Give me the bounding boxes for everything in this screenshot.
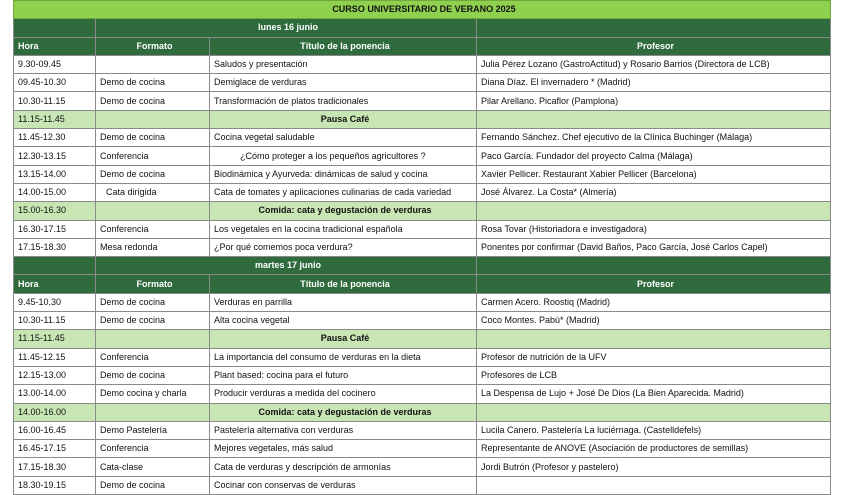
time-cell[interactable]: 14.00-16.00: [14, 403, 96, 421]
speaker-cell[interactable]: Profesores de LCB: [477, 366, 831, 384]
format-cell[interactable]: Demo de cocina: [96, 92, 210, 110]
speaker-cell[interactable]: Pilar Arellano. Picaflor (Pamplona): [477, 92, 831, 110]
session-row: [14, 476, 831, 494]
speaker-cell[interactable]: [477, 330, 831, 348]
time-cell[interactable]: 10.30-11.15: [14, 312, 96, 330]
speaker-cell[interactable]: La Despensa de Lujo + José De Dios (La Bien Aparecida. Madrid): [477, 385, 831, 403]
speaker-cell[interactable]: Rosa Tovar (Historiadora e investigadora): [477, 220, 831, 238]
day-row: [14, 257, 831, 275]
time-cell[interactable]: 18.30-19.15: [14, 476, 96, 494]
session-row: [14, 238, 831, 256]
format-cell[interactable]: [96, 330, 210, 348]
header-row: [14, 37, 831, 55]
speaker-cell[interactable]: José Álvarez. La Costa* (Almería): [477, 183, 831, 201]
title-cell[interactable]: Biodinámica y Ayurveda: dinámicas de salud y cocina: [210, 165, 477, 183]
speaker-cell[interactable]: Diana Díaz. El invernadero * (Madrid): [477, 74, 831, 92]
time-cell[interactable]: 17.15-18.30: [14, 238, 96, 256]
speaker-cell[interactable]: Representante de ANOVE (Asociación de productores de semillas): [477, 440, 831, 458]
session-row: [14, 440, 831, 458]
header-formato[interactable]: Formato: [96, 275, 210, 293]
time-cell[interactable]: 16.45-17.15: [14, 440, 96, 458]
time-cell[interactable]: 11.45-12.15: [14, 348, 96, 366]
session-row: [14, 147, 831, 165]
time-cell[interactable]: 16.30-17.15: [14, 220, 96, 238]
time-cell[interactable]: 14.00-15.00: [14, 183, 96, 201]
title-cell[interactable]: Pastelería alternativa con verduras: [210, 421, 477, 439]
header-titulo[interactable]: Título de la ponencia: [210, 275, 477, 293]
break-row: [14, 403, 831, 421]
break-title-cell[interactable]: Comida: cata y degustación de verduras: [210, 202, 477, 220]
session-row: [14, 92, 831, 110]
time-cell[interactable]: 11.15-11.45: [14, 110, 96, 128]
format-cell[interactable]: Conferencia: [96, 220, 210, 238]
header-hora[interactable]: Hora: [14, 275, 96, 293]
speaker-cell[interactable]: Fernando Sánchez. Chef ejecutivo de la Clínica Buchinger (Málaga): [477, 129, 831, 147]
break-title-cell[interactable]: Pausa Café: [210, 330, 477, 348]
session-row: [14, 312, 831, 330]
session-row: [14, 366, 831, 384]
time-cell[interactable]: 09.45-10.30: [14, 74, 96, 92]
header-titulo[interactable]: Título de la ponencia: [210, 37, 477, 55]
format-cell[interactable]: Demo de cocina: [96, 74, 210, 92]
session-row: [14, 421, 831, 439]
title-cell[interactable]: Plant based: cocina para el futuro: [210, 366, 477, 384]
speaker-cell[interactable]: [477, 476, 831, 494]
speaker-cell[interactable]: Carmen Acero. Roostiq (Madrid): [477, 293, 831, 311]
header-profesor[interactable]: Profesor: [477, 37, 831, 55]
title-cell[interactable]: Producir verduras a medida del cocinero: [210, 385, 477, 403]
time-cell[interactable]: 9.30-09.45: [14, 55, 96, 73]
speaker-cell[interactable]: Xavier Pellicer. Restaurant Xabier Pellicer (Barcelona): [477, 165, 831, 183]
break-row: [14, 202, 831, 220]
speaker-cell[interactable]: Profesor de nutrición de la UFV: [477, 348, 831, 366]
format-cell[interactable]: Demo de cocina: [96, 165, 210, 183]
title-cell[interactable]: Cocina vegetal saludable: [210, 129, 477, 147]
speaker-cell[interactable]: [477, 202, 831, 220]
format-cell[interactable]: Demo de cocina: [96, 366, 210, 384]
time-cell[interactable]: 11.45-12.30: [14, 129, 96, 147]
speaker-cell[interactable]: Coco Montes. Pabú* (Madrid): [477, 312, 831, 330]
day-spacer-cell[interactable]: [477, 257, 831, 275]
session-row: [14, 293, 831, 311]
title-cell[interactable]: Cata de verduras y descripción de armonías: [210, 458, 477, 476]
session-row: [14, 129, 831, 147]
title-cell[interactable]: Alta cocina vegetal: [210, 312, 477, 330]
speaker-cell[interactable]: Julia Pérez Lozano (GastroActitud) y Rosario Barrios (Directora de LCB): [477, 55, 831, 73]
header-profesor[interactable]: Profesor: [477, 275, 831, 293]
session-row: [14, 55, 831, 73]
break-row: [14, 110, 831, 128]
session-row: [14, 220, 831, 238]
title-cell[interactable]: Saludos y presentación: [210, 55, 477, 73]
speaker-cell[interactable]: Jordi Butrón (Profesor y pastelero): [477, 458, 831, 476]
time-cell[interactable]: 15.00-16.30: [14, 202, 96, 220]
format-cell[interactable]: Demo cocina y charla: [96, 385, 210, 403]
format-cell[interactable]: [96, 110, 210, 128]
title-cell[interactable]: Mejores vegetales, más salud: [210, 440, 477, 458]
session-row: [14, 165, 831, 183]
time-cell[interactable]: 13.15-14.00: [14, 165, 96, 183]
speaker-cell[interactable]: [477, 403, 831, 421]
format-cell[interactable]: [96, 202, 210, 220]
break-title-cell[interactable]: Pausa Café: [210, 110, 477, 128]
format-cell[interactable]: Conferencia: [96, 147, 210, 165]
session-row: [14, 183, 831, 201]
time-cell[interactable]: 11.15-11.45: [14, 330, 96, 348]
header-formato[interactable]: Formato: [96, 37, 210, 55]
format-cell[interactable]: Cata dirigida: [96, 183, 210, 201]
title-cell[interactable]: La importancia del consumo de verduras en la dieta: [210, 348, 477, 366]
break-title-cell[interactable]: Comida: cata y degustación de verduras: [210, 403, 477, 421]
session-row: [14, 348, 831, 366]
title-cell[interactable]: Demiglace de verduras: [210, 74, 477, 92]
speaker-cell[interactable]: Paco García. Fundador del proyecto Calma (Málaga): [477, 147, 831, 165]
session-row: [14, 74, 831, 92]
speaker-cell[interactable]: Lucila Canero. Pastelería La luciérnaga. (Castelldefels): [477, 421, 831, 439]
day-spacer-cell[interactable]: [477, 19, 831, 37]
format-cell[interactable]: Mesa redonda: [96, 238, 210, 256]
format-cell[interactable]: Demo Pastelería: [96, 421, 210, 439]
day-label[interactable]: lunes 16 junio: [96, 19, 477, 37]
schedule-body: [14, 1, 831, 495]
title-cell[interactable]: Transformación de platos tradicionales: [210, 92, 477, 110]
day-spacer-cell[interactable]: [14, 19, 96, 37]
speaker-cell[interactable]: [477, 110, 831, 128]
format-cell[interactable]: [96, 55, 210, 73]
title-cell[interactable]: ¿Cómo proteger a los pequeños agricultores ?: [210, 147, 477, 165]
title-cell[interactable]: ¿Por qué comemos poca verdura?: [210, 238, 477, 256]
format-cell[interactable]: Cata-clase: [96, 458, 210, 476]
day-row: [14, 19, 831, 37]
format-cell[interactable]: [96, 403, 210, 421]
time-cell[interactable]: 13.00-14.00: [14, 385, 96, 403]
time-cell[interactable]: 16.00-16.45: [14, 421, 96, 439]
break-row: [14, 330, 831, 348]
time-cell[interactable]: 10.30-11.15: [14, 92, 96, 110]
course-title[interactable]: CURSO UNIVERSITARIO DE VERANO 2025: [14, 1, 831, 19]
session-row: [14, 458, 831, 476]
title-cell[interactable]: Cata de tomates y aplicaciones culinarias de cada variedad: [210, 183, 477, 201]
schedule-table: [13, 0, 831, 495]
header-hora[interactable]: Hora: [14, 37, 96, 55]
format-cell[interactable]: Conferencia: [96, 440, 210, 458]
time-cell[interactable]: 12.30-13.15: [14, 147, 96, 165]
speaker-cell[interactable]: Ponentes por confirmar (David Baños, Paco García, José Carlos Capel): [477, 238, 831, 256]
title-row: [14, 1, 831, 19]
day-label[interactable]: martes 17 junio: [96, 257, 477, 275]
title-cell[interactable]: Cocinar con conservas de verduras: [210, 476, 477, 494]
title-cell[interactable]: Los vegetales en la cocina tradicional española: [210, 220, 477, 238]
format-cell[interactable]: Demo de cocina: [96, 129, 210, 147]
format-cell[interactable]: Conferencia: [96, 348, 210, 366]
format-cell[interactable]: Demo de cocina: [96, 476, 210, 494]
time-cell[interactable]: 12.15-13.00: [14, 366, 96, 384]
session-row: [14, 385, 831, 403]
day-spacer-cell[interactable]: [14, 257, 96, 275]
format-cell[interactable]: Demo de cocina: [96, 312, 210, 330]
time-cell[interactable]: 17.15-18.30: [14, 458, 96, 476]
header-row: [14, 275, 831, 293]
title-cell[interactable]: Verduras en parrilla: [210, 293, 477, 311]
format-cell[interactable]: Demo de cocina: [96, 293, 210, 311]
time-cell[interactable]: 9.45-10.30: [14, 293, 96, 311]
